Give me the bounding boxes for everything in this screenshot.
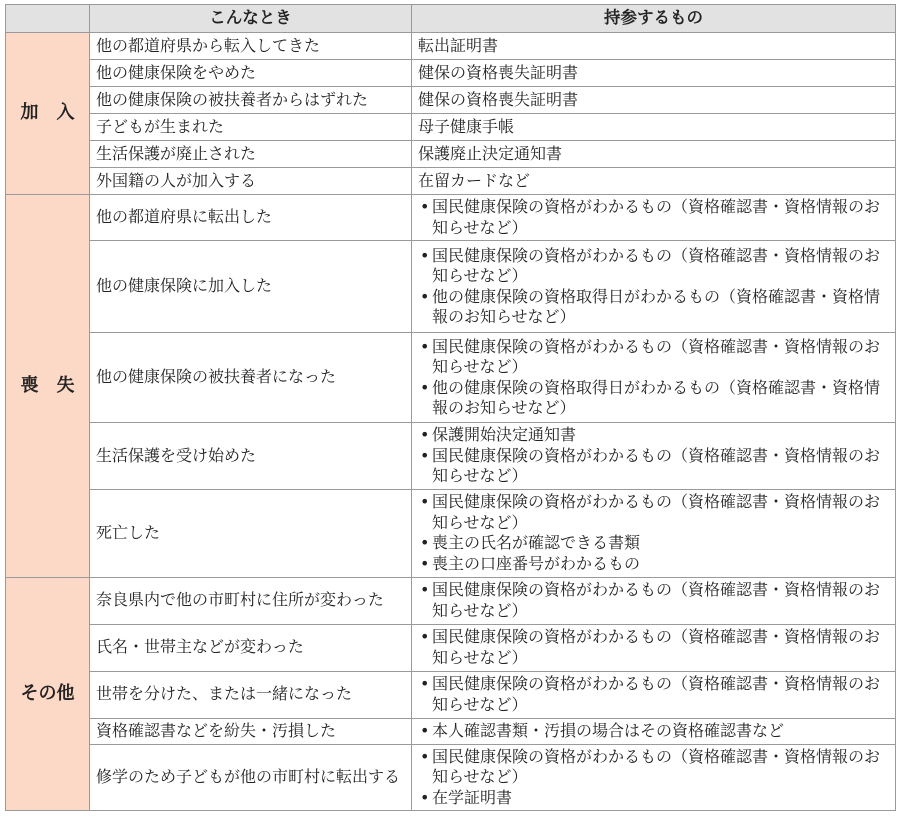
required-items-cell [412, 744, 896, 811]
situation-cell: 他の健康保険に加入した [90, 241, 412, 333]
situation-cell: 奈良県内で他の市町村に住所が変わった [90, 577, 412, 624]
required-items-cell [412, 489, 896, 577]
required-items-cell [412, 423, 896, 490]
header-situation: こんなとき [90, 5, 412, 33]
required-item: • 本人確認書類・汚損の場合はその資格確認書など [418, 721, 889, 742]
required-item: • 国民健康保険の資格がわかるもの（資格確認書・資格情報のお知らせなど） [418, 627, 889, 668]
required-item: • 国民健康保険の資格がわかるもの（資格確認書・資格情報のお知らせなど） [418, 747, 889, 788]
required-items-list [418, 425, 889, 487]
procedure-table [5, 4, 896, 811]
table-row [6, 333, 896, 423]
required-item: • 国民健康保険の資格がわかるもの（資格確認書・資格情報のお知らせなど） [418, 246, 889, 287]
required-item: • 国民健康保険の資格がわかるもの（資格確認書・資格情報のお知らせなど） [418, 446, 889, 487]
required-item: 転出証明書 [412, 33, 896, 60]
required-item: • 他の健康保険の資格取得日がわかるもの（資格確認書・資格情報のお知らせなど） [418, 378, 889, 419]
table-row [6, 168, 896, 195]
required-items-cell [412, 195, 896, 241]
table-row [6, 241, 896, 333]
table-row [6, 141, 896, 168]
required-item: • 国民健康保険の資格がわかるもの（資格確認書・資格情報のお知らせなど） [418, 197, 889, 238]
situation-cell: 死亡した [90, 489, 412, 577]
situation-cell: 他の都道府県に転出した [90, 195, 412, 241]
situation-cell: 世帯を分けた、または一緒になった [90, 671, 412, 718]
situation-cell: 子どもが生まれた [90, 114, 412, 141]
required-items-list [418, 721, 889, 742]
table-row [6, 33, 896, 60]
required-items-list [418, 197, 889, 238]
required-item: • 喪主の口座番号がわかるもの [418, 554, 889, 575]
table-row [6, 423, 896, 490]
required-items-list [418, 580, 889, 621]
required-item: 保護廃止決定通知書 [412, 141, 896, 168]
table-row [6, 87, 896, 114]
situation-cell: 氏名・世帯主などが変わった [90, 624, 412, 671]
required-items-list [418, 492, 889, 574]
table-row [6, 744, 896, 811]
table-row [6, 489, 896, 577]
required-items-list [418, 627, 889, 668]
required-item: • 国民健康保険の資格がわかるもの（資格確認書・資格情報のお知らせなど） [418, 580, 889, 621]
required-items-list [418, 747, 889, 809]
required-item: • 保護開始決定通知書 [418, 425, 889, 446]
required-items-list [418, 246, 889, 328]
table-row [6, 577, 896, 624]
header-row [6, 5, 896, 33]
situation-cell: 生活保護が廃止された [90, 141, 412, 168]
table-row [6, 60, 896, 87]
required-items-list [418, 674, 889, 715]
situation-cell: 他の健康保険の被扶養者からはずれた [90, 87, 412, 114]
required-items-cell [412, 241, 896, 333]
required-items-cell [412, 333, 896, 423]
header-bring: 持参するもの [412, 5, 896, 33]
required-item: • 喪主の氏名が確認できる書類 [418, 533, 889, 554]
situation-cell: 他の健康保険の被扶養者になった [90, 333, 412, 423]
header-category-cell [6, 5, 90, 33]
required-items-cell [412, 577, 896, 624]
table-row [6, 195, 896, 241]
required-item: • 国民健康保険の資格がわかるもの（資格確認書・資格情報のお知らせなど） [418, 337, 889, 378]
required-items-list [418, 337, 889, 419]
required-item: • 他の健康保険の資格取得日がわかるもの（資格確認書・資格情報のお知らせなど） [418, 287, 889, 328]
required-items-cell [412, 624, 896, 671]
situation-cell: 生活保護を受け始めた [90, 423, 412, 490]
required-item: • 在学証明書 [418, 788, 889, 809]
category-cell: その他 [6, 577, 90, 811]
required-item: • 国民健康保険の資格がわかるもの（資格確認書・資格情報のお知らせなど） [418, 492, 889, 533]
required-items-cell [412, 671, 896, 718]
situation-cell: 他の都道府県から転入してきた [90, 33, 412, 60]
procedure-table-container [5, 4, 895, 811]
required-item: 健保の資格喪失証明書 [412, 87, 896, 114]
category-cell: 喪 失 [6, 195, 90, 578]
table-row [6, 718, 896, 744]
table-row [6, 114, 896, 141]
required-item: 健保の資格喪失証明書 [412, 60, 896, 87]
required-item: 在留カードなど [412, 168, 896, 195]
situation-cell: 外国籍の人が加入する [90, 168, 412, 195]
situation-cell: 資格確認書などを紛失・汚損した [90, 718, 412, 744]
required-items-cell [412, 718, 896, 744]
situation-cell: 修学のため子どもが他の市町村に転出する [90, 744, 412, 811]
table-row [6, 671, 896, 718]
category-cell: 加 入 [6, 33, 90, 195]
required-item: • 国民健康保険の資格がわかるもの（資格確認書・資格情報のお知らせなど） [418, 674, 889, 715]
table-row [6, 624, 896, 671]
table-body [6, 33, 896, 811]
required-item: 母子健康手帳 [412, 114, 896, 141]
situation-cell: 他の健康保険をやめた [90, 60, 412, 87]
